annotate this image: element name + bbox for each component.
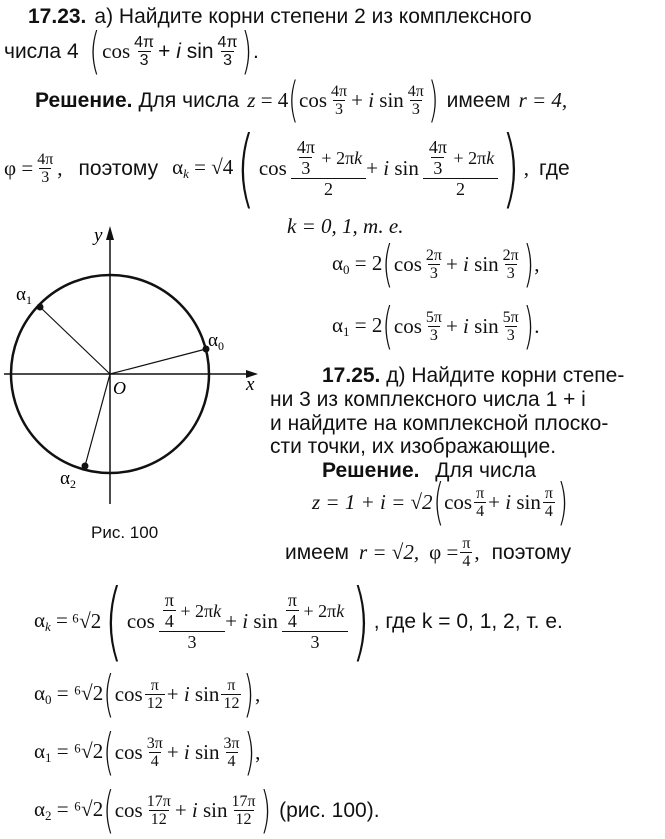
problem-1725-line4: сти точки, их изображающие. bbox=[270, 435, 557, 458]
alpha2-1725-formula: $\alpha_2 = ^6√2$ ( cos $\frac{17\pi}{12}$ + i sin $\frac{17\pi}{12}$ ) (рис. 100). bbox=[34, 781, 380, 839]
fraction: $\frac{4\pi}{3}$ bbox=[217, 33, 238, 69]
figure-complex-plane bbox=[0, 222, 280, 512]
origin-label: O bbox=[113, 378, 126, 398]
text: числа 4 bbox=[4, 39, 79, 63]
alpha0-1725-formula: $\alpha_0 = ^6√2$ ( cos $\frac{\pi}{12}$ + i sin $\frac{\pi}{12}$ ) , bbox=[34, 665, 261, 723]
y-axis-arrow bbox=[106, 226, 114, 240]
point-alpha1 bbox=[37, 304, 44, 311]
problem-number: 17.25. bbox=[322, 364, 381, 387]
solution-label: Решение. bbox=[322, 459, 420, 482]
problem-1723-number-expr: числа 4 ( cos $\frac{4\pi}{3}$ + i sin $\frac{4\pi}{3}$ ) . bbox=[4, 22, 259, 80]
y-axis-label: y bbox=[94, 225, 103, 246]
problem-1723-header bbox=[28, 6, 532, 27]
solution-label: Решение. bbox=[35, 88, 133, 112]
radius-alpha1 bbox=[40, 307, 110, 374]
fraction: $\frac{4\pi}{3}$ bbox=[134, 33, 155, 69]
alpha1-formula: $\alpha_1 = 2$ ( cos $\frac{5\pi}{3}$ + i sin $\frac{5\pi}{3}$ ) . bbox=[332, 297, 540, 355]
alpha0-formula: $\alpha_0 = 2$ ( cos $\frac{2\pi}{3}$ + i sin $\frac{2\pi}{3}$ ) , bbox=[332, 235, 540, 293]
radius-alpha0 bbox=[110, 349, 206, 374]
x-axis-label: x bbox=[246, 374, 255, 395]
k-values: k = 0, 1, т. е. bbox=[287, 214, 404, 238]
problem-1725-line1: 17.25. д) Найдите корни степе- bbox=[322, 364, 625, 387]
problem-text: а) Найдите корни степени 2 из комплексного bbox=[94, 5, 532, 28]
radius-alpha2 bbox=[85, 374, 110, 466]
point-alpha2 bbox=[82, 463, 89, 470]
solution-1725-line2: имеем r = √2, φ = $\frac{\pi}{4}$ , поэтому bbox=[285, 534, 572, 570]
z-expression: z = 1 + i = √2 ( cos $\frac{\pi}{4}$ + i sin $\frac{\pi}{4}$ ) bbox=[312, 473, 569, 531]
alpha-k-formula: $\alpha_k$ = ⁶√2 ( cos $\frac{\pi}{4}$ + 2π k 3 + i sin $\frac{\pi}{4}$ + 2π k 3 ) , где k = 0, 1, 2, т. е. bbox=[34, 571, 563, 671]
alpha2-label: $\alpha_2$ bbox=[60, 468, 76, 491]
alpha1-label: $\alpha_1$ bbox=[16, 284, 32, 307]
solution-1723-line2: φ = $\frac{4\pi}{3}$ , поэтому $\alpha_k = √4$ ( cos $\frac{4\pi}{3}$ + 2π k 2 + i sin $\frac{4\pi}{3}$ + 2π k 2 ) , где bbox=[4, 118, 570, 218]
problem-number: 17.23. bbox=[28, 5, 87, 28]
solution-1725-line1: Решение. Для числа bbox=[322, 459, 537, 482]
solution-1723-line1: Решение. Для числа z = 4 ( cos $\frac{4\pi}{3}$ + i sin $\frac{4\pi}{3}$ ) имеем r = 4, bbox=[35, 72, 568, 128]
figure-caption: Рис. 100 bbox=[91, 523, 159, 542]
problem-1725-line3: и найдите на комплексной плоско- bbox=[270, 412, 609, 435]
alpha0-label: $\alpha_0$ bbox=[208, 330, 224, 353]
problem-1725-line2: ни 3 из комплексного числа 1 + i bbox=[270, 388, 586, 411]
alpha1-1725-formula: $\alpha_1 = ^6√2$ ( cos $\frac{3\pi}{4}$ + i sin $\frac{3\pi}{4}$ ) , bbox=[34, 723, 261, 781]
